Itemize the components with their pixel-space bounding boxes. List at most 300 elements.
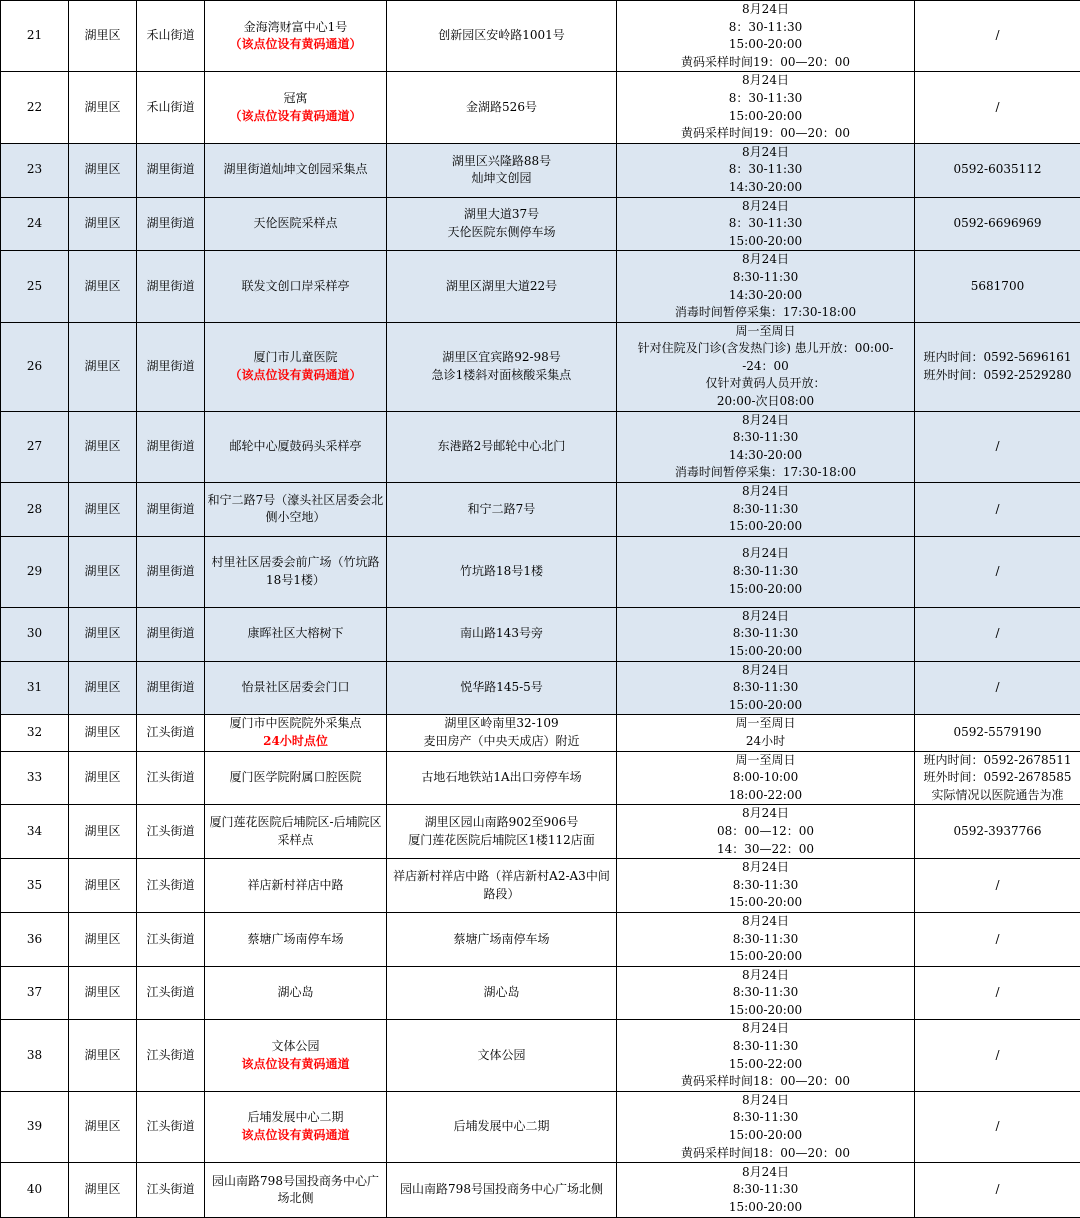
address-cell — [387, 1, 617, 72]
hours-cell — [617, 411, 915, 482]
hours-line: 8月24日 — [619, 805, 912, 823]
site-name-cell — [205, 1, 387, 72]
address-line: 急诊1楼斜对面核酸采集点 — [389, 367, 614, 385]
hours-line: 15:00-20:00 — [619, 1199, 912, 1217]
table-body — [1, 1, 1080, 1218]
site-name: 村里社区居委会前广场（竹坑路18号1楼） — [207, 554, 384, 589]
hours-line: 8月24日 — [619, 251, 912, 269]
site-name-cell — [205, 661, 387, 715]
hours-cell — [617, 661, 915, 715]
phone-cell — [915, 251, 1080, 322]
hours-line: 8:30-11:30 — [619, 269, 912, 287]
phone-line: / — [917, 877, 1078, 895]
hours-line: -24：00 — [619, 358, 912, 376]
yellow-code-note: 该点位设有黄码通道 — [207, 1056, 384, 1074]
phone-cell — [915, 912, 1080, 966]
hours-line: 14:30-20:00 — [619, 447, 912, 465]
address-cell — [387, 411, 617, 482]
address-cell — [387, 1091, 617, 1162]
hours-cell — [617, 322, 915, 411]
site-name-cell — [205, 411, 387, 482]
row-number-cell: 33 — [1, 751, 69, 805]
phone-cell — [915, 483, 1080, 537]
hours-line: 15:00-20:00 — [619, 581, 912, 599]
site-name-cell — [205, 251, 387, 322]
address-line: 湖里区兴隆路88号 — [389, 153, 614, 171]
phone-line: 班内时间：0592-5696161 — [917, 349, 1078, 367]
row-number-cell: 37 — [1, 966, 69, 1020]
hours-cell — [617, 715, 915, 751]
address-line: 湖里大道37号 — [389, 206, 614, 224]
phone-line: 实际情况以医院通告为准 — [917, 787, 1078, 805]
site-name: 联发文创口岸采样亭 — [207, 278, 384, 296]
hours-line: 08：00—12：00 — [619, 823, 912, 841]
phone-line: / — [917, 931, 1078, 949]
address-line: 竹坑路18号1楼 — [389, 563, 614, 581]
address-cell — [387, 483, 617, 537]
address-line: 灿坤文创园 — [389, 170, 614, 188]
site-name-cell — [205, 1163, 387, 1218]
district-cell: 湖里区 — [69, 72, 137, 143]
row-number-cell: 29 — [1, 536, 69, 607]
hours-line: 8月24日 — [619, 412, 912, 430]
address-line: 古地石地铁站1A出口旁停车场 — [389, 769, 614, 787]
street-cell: 湖里街道 — [137, 483, 205, 537]
hours-cell — [617, 143, 915, 197]
hours-line: 15:00-20:00 — [619, 36, 912, 54]
row-number-cell: 22 — [1, 72, 69, 143]
address-line: 厦门莲花医院后埔院区1楼112店面 — [389, 832, 614, 850]
hours-line: 18:00-22:00 — [619, 787, 912, 805]
hours-line: 8：30-11:30 — [619, 90, 912, 108]
hours-cell — [617, 72, 915, 143]
hours-line: 8月24日 — [619, 144, 912, 162]
hours-line: 8月24日 — [619, 72, 912, 90]
street-cell: 湖里街道 — [137, 536, 205, 607]
phone-line: 0592-5579190 — [917, 724, 1078, 742]
table-row — [1, 1020, 1080, 1091]
street-cell: 禾山街道 — [137, 1, 205, 72]
hours-line: 24小时 — [619, 733, 912, 751]
phone-line: / — [917, 1181, 1078, 1199]
address-line: 文体公园 — [389, 1047, 614, 1065]
phone-cell — [915, 1091, 1080, 1162]
address-cell — [387, 1163, 617, 1218]
site-name: 厦门市中医院院外采集点 — [207, 715, 384, 733]
site-name-cell — [205, 751, 387, 805]
address-cell — [387, 251, 617, 322]
site-name-cell — [205, 322, 387, 411]
hours-line: 8:30-11:30 — [619, 877, 912, 895]
phone-line: 班外时间：0592-2529280 — [917, 367, 1078, 385]
hours-line: 8月24日 — [619, 1092, 912, 1110]
phone-cell — [915, 661, 1080, 715]
table-row — [1, 966, 1080, 1020]
hours-line: 8月24日 — [619, 483, 912, 501]
address-cell — [387, 536, 617, 607]
street-cell: 江头街道 — [137, 1163, 205, 1218]
street-cell: 江头街道 — [137, 1020, 205, 1091]
site-name-cell — [205, 72, 387, 143]
phone-line: / — [917, 1118, 1078, 1136]
street-cell: 湖里街道 — [137, 411, 205, 482]
table-row — [1, 72, 1080, 143]
phone-line: / — [917, 984, 1078, 1002]
address-cell — [387, 912, 617, 966]
row-number-cell: 34 — [1, 805, 69, 859]
site-name: 文体公园 — [207, 1038, 384, 1056]
site-name-cell — [205, 715, 387, 751]
phone-cell — [915, 322, 1080, 411]
site-name: 冠寓 — [207, 90, 384, 108]
hours-line: 8:30-11:30 — [619, 679, 912, 697]
site-name-cell — [205, 483, 387, 537]
hours-line: 消毒时间暂停采集：17:30-18:00 — [619, 304, 912, 322]
hours-line: 8月24日 — [619, 1, 912, 19]
address-cell — [387, 322, 617, 411]
phone-cell — [915, 1020, 1080, 1091]
street-cell: 禾山街道 — [137, 72, 205, 143]
row-number-cell: 25 — [1, 251, 69, 322]
district-cell: 湖里区 — [69, 805, 137, 859]
hours-line: 15:00-20:00 — [619, 518, 912, 536]
table-row — [1, 1091, 1080, 1162]
row-number-cell: 36 — [1, 912, 69, 966]
district-cell: 湖里区 — [69, 661, 137, 715]
hours-cell — [617, 966, 915, 1020]
table-row — [1, 322, 1080, 411]
hours-cell — [617, 1163, 915, 1218]
hours-line: 8:30-11:30 — [619, 1181, 912, 1199]
hours-line: 15:00-20:00 — [619, 894, 912, 912]
district-cell: 湖里区 — [69, 966, 137, 1020]
address-cell — [387, 661, 617, 715]
hours-line: 8:30-11:30 — [619, 625, 912, 643]
hours-line: 周一至周日 — [619, 715, 912, 733]
address-line: 湖心岛 — [389, 984, 614, 1002]
hours-line: 8:30-11:30 — [619, 1038, 912, 1056]
hours-line: 8:30-11:30 — [619, 931, 912, 949]
hours-line: 黄码采样时间19：00—20：00 — [619, 54, 912, 72]
phone-cell — [915, 805, 1080, 859]
table-row — [1, 251, 1080, 322]
hours-cell — [617, 912, 915, 966]
row-number-cell: 35 — [1, 859, 69, 913]
phone-line: / — [917, 679, 1078, 697]
table-row — [1, 607, 1080, 661]
address-cell — [387, 715, 617, 751]
address-cell — [387, 607, 617, 661]
site-name: 园山南路798号国投商务中心广场北侧 — [207, 1173, 384, 1208]
address-line: 蔡塘广场南停车场 — [389, 931, 614, 949]
site-name: 金海湾财富中心1号 — [207, 19, 384, 37]
site-name-cell — [205, 536, 387, 607]
address-line: 后埔发展中心二期 — [389, 1118, 614, 1136]
site-name: 蔡塘广场南停车场 — [207, 931, 384, 949]
yellow-code-note: 该点位设有黄码通道 — [207, 1127, 384, 1145]
phone-line: / — [917, 99, 1078, 117]
yellow-code-note: （该点位设有黄码通道） — [207, 108, 384, 126]
site-name-cell — [205, 1020, 387, 1091]
district-cell: 湖里区 — [69, 859, 137, 913]
hours-line: 14:30-20:00 — [619, 179, 912, 197]
hours-line: 8：30-11:30 — [619, 215, 912, 233]
address-line: 湖里区园山南路902至906号 — [389, 814, 614, 832]
phone-cell — [915, 966, 1080, 1020]
hours-line: 8:30-11:30 — [619, 563, 912, 581]
row-number-cell: 38 — [1, 1020, 69, 1091]
phone-line: 0592-3937766 — [917, 823, 1078, 841]
row-number-cell: 31 — [1, 661, 69, 715]
phone-cell — [915, 1163, 1080, 1218]
row-number-cell: 40 — [1, 1163, 69, 1218]
address-line: 湖里区湖里大道22号 — [389, 278, 614, 296]
hours-line: 15:00-20:00 — [619, 233, 912, 251]
hours-line: 8月24日 — [619, 1164, 912, 1182]
site-name-cell — [205, 607, 387, 661]
row-number-cell: 27 — [1, 411, 69, 482]
phone-line: / — [917, 438, 1078, 456]
address-cell — [387, 751, 617, 805]
address-line: 创新园区安岭路1001号 — [389, 27, 614, 45]
table-row — [1, 859, 1080, 913]
hours-cell — [617, 483, 915, 537]
hours-line: 8月24日 — [619, 859, 912, 877]
district-cell: 湖里区 — [69, 322, 137, 411]
phone-cell — [915, 859, 1080, 913]
district-cell: 湖里区 — [69, 483, 137, 537]
district-cell: 湖里区 — [69, 607, 137, 661]
site-name-cell — [205, 197, 387, 251]
yellow-code-note: 24小时点位 — [207, 733, 384, 751]
hours-line: 8月24日 — [619, 608, 912, 626]
site-name: 怡景社区居委会门口 — [207, 679, 384, 697]
hours-line: 8:30-11:30 — [619, 501, 912, 519]
hours-cell — [617, 859, 915, 913]
address-line: 园山南路798号国投商务中心广场北侧 — [389, 1181, 614, 1199]
table-row — [1, 805, 1080, 859]
hours-cell — [617, 251, 915, 322]
phone-line: / — [917, 625, 1078, 643]
site-name: 祥店新村祥店中路 — [207, 877, 384, 895]
table-row — [1, 197, 1080, 251]
street-cell: 江头街道 — [137, 966, 205, 1020]
hours-line: 8:00-10:00 — [619, 769, 912, 787]
hours-line: 黄码采样时间18：00—20：00 — [619, 1073, 912, 1091]
phone-cell — [915, 715, 1080, 751]
address-line: 悦华路145-5号 — [389, 679, 614, 697]
phone-cell — [915, 536, 1080, 607]
hours-line: 14：30—22：00 — [619, 841, 912, 859]
row-number-cell: 30 — [1, 607, 69, 661]
hours-cell — [617, 1020, 915, 1091]
hours-line: 15:00-20:00 — [619, 643, 912, 661]
table-row — [1, 751, 1080, 805]
row-number-cell: 21 — [1, 1, 69, 72]
district-cell: 湖里区 — [69, 751, 137, 805]
street-cell: 湖里街道 — [137, 661, 205, 715]
hours-line: 15:00-22:00 — [619, 1056, 912, 1074]
hours-line: 20:00-次日08:00 — [619, 393, 912, 411]
district-cell: 湖里区 — [69, 1020, 137, 1091]
district-cell: 湖里区 — [69, 912, 137, 966]
hours-line: 周一至周日 — [619, 323, 912, 341]
site-name: 厦门医学院附属口腔医院 — [207, 769, 384, 787]
hours-cell — [617, 607, 915, 661]
district-cell: 湖里区 — [69, 1091, 137, 1162]
site-name: 厦门市儿童医院 — [207, 349, 384, 367]
address-cell — [387, 1020, 617, 1091]
hours-line: 8月24日 — [619, 198, 912, 216]
hours-line: 15:00-20:00 — [619, 697, 912, 715]
address-line: 金湖路526号 — [389, 99, 614, 117]
phone-line: / — [917, 501, 1078, 519]
hours-line: 8:30-11:30 — [619, 984, 912, 1002]
row-number-cell: 26 — [1, 322, 69, 411]
street-cell: 江头街道 — [137, 912, 205, 966]
address-line: 南山路143号旁 — [389, 625, 614, 643]
hours-line: 黄码采样时间19：00—20：00 — [619, 125, 912, 143]
district-cell: 湖里区 — [69, 715, 137, 751]
phone-line: 班外时间：0592-2678585 — [917, 769, 1078, 787]
address-cell — [387, 143, 617, 197]
address-cell — [387, 966, 617, 1020]
hours-cell — [617, 1, 915, 72]
phone-cell — [915, 751, 1080, 805]
address-line: 湖里区岭南里32-109 — [389, 715, 614, 733]
table-row — [1, 143, 1080, 197]
hours-cell — [617, 751, 915, 805]
phone-cell — [915, 143, 1080, 197]
site-name: 湖里街道灿坤文创园采集点 — [207, 161, 384, 179]
district-cell: 湖里区 — [69, 197, 137, 251]
district-cell: 湖里区 — [69, 251, 137, 322]
row-number-cell: 24 — [1, 197, 69, 251]
address-line: 东港路2号邮轮中心北门 — [389, 438, 614, 456]
phone-line: / — [917, 563, 1078, 581]
hours-cell — [617, 805, 915, 859]
table-row — [1, 1163, 1080, 1218]
row-number-cell: 39 — [1, 1091, 69, 1162]
site-name: 和宁二路7号（濠头社区居委会北侧小空地） — [207, 492, 384, 527]
address-cell — [387, 859, 617, 913]
phone-cell — [915, 411, 1080, 482]
hours-line: 仅针对黄码人员开放： — [619, 375, 912, 393]
hours-line: 针对住院及门诊(含发热门诊) 患儿开放：00:00- — [619, 340, 912, 358]
district-cell: 湖里区 — [69, 536, 137, 607]
district-cell: 湖里区 — [69, 411, 137, 482]
phone-line: / — [917, 1047, 1078, 1065]
table-row — [1, 411, 1080, 482]
phone-line: 班内时间：0592-2678511 — [917, 752, 1078, 770]
hours-line: 8月24日 — [619, 1020, 912, 1038]
row-number-cell: 23 — [1, 143, 69, 197]
hours-line: 15:00-20:00 — [619, 948, 912, 966]
address-line: 湖里区宜宾路92-98号 — [389, 349, 614, 367]
street-cell: 湖里街道 — [137, 607, 205, 661]
yellow-code-note: （该点位设有黄码通道） — [207, 367, 384, 385]
row-number-cell: 28 — [1, 483, 69, 537]
street-cell: 江头街道 — [137, 1091, 205, 1162]
hours-line: 15:00-20:00 — [619, 1002, 912, 1020]
hours-line: 15:00-20:00 — [619, 1127, 912, 1145]
hours-line: 8:30-11:30 — [619, 429, 912, 447]
street-cell: 江头街道 — [137, 805, 205, 859]
address-cell — [387, 805, 617, 859]
site-name: 天伦医院采样点 — [207, 215, 384, 233]
yellow-code-note: （该点位设有黄码通道） — [207, 36, 384, 54]
street-cell: 湖里街道 — [137, 251, 205, 322]
table-row — [1, 912, 1080, 966]
table-row — [1, 1, 1080, 72]
hours-line: 8月24日 — [619, 662, 912, 680]
street-cell: 湖里街道 — [137, 197, 205, 251]
address-cell — [387, 72, 617, 143]
street-cell: 江头街道 — [137, 751, 205, 805]
site-name-cell — [205, 805, 387, 859]
address-line: 天伦医院东侧停车场 — [389, 224, 614, 242]
site-name: 康晖社区大榕树下 — [207, 625, 384, 643]
table-row — [1, 536, 1080, 607]
site-name-cell — [205, 966, 387, 1020]
hours-cell — [617, 1091, 915, 1162]
hours-line: 黄码采样时间18：00—20：00 — [619, 1145, 912, 1163]
site-name-cell — [205, 143, 387, 197]
table-row — [1, 661, 1080, 715]
hours-line: 周一至周日 — [619, 752, 912, 770]
address-line: 麦田房产（中央天成店）附近 — [389, 733, 614, 751]
phone-cell — [915, 1, 1080, 72]
table-row — [1, 715, 1080, 751]
hours-line: 8月24日 — [619, 545, 912, 563]
phone-cell — [915, 197, 1080, 251]
site-name: 厦门莲花医院后埔院区-后埔院区采样点 — [207, 814, 384, 849]
district-cell: 湖里区 — [69, 143, 137, 197]
hours-line: 8月24日 — [619, 913, 912, 931]
address-line: 和宁二路7号 — [389, 501, 614, 519]
phone-cell — [915, 72, 1080, 143]
address-cell — [387, 197, 617, 251]
street-cell: 湖里街道 — [137, 322, 205, 411]
street-cell: 湖里街道 — [137, 143, 205, 197]
street-cell: 江头街道 — [137, 715, 205, 751]
phone-cell — [915, 607, 1080, 661]
address-line: 祥店新村祥店中路（祥店新村A2-A3中间路段） — [389, 868, 614, 903]
site-name: 后埔发展中心二期 — [207, 1109, 384, 1127]
phone-line: 5681700 — [917, 278, 1078, 296]
hours-cell — [617, 536, 915, 607]
hours-cell — [617, 197, 915, 251]
district-cell: 湖里区 — [69, 1, 137, 72]
site-name-cell — [205, 912, 387, 966]
site-name-cell — [205, 1091, 387, 1162]
phone-line: / — [917, 27, 1078, 45]
hours-line: 8月24日 — [619, 967, 912, 985]
phone-line: 0592-6696969 — [917, 215, 1078, 233]
district-cell: 湖里区 — [69, 1163, 137, 1218]
street-cell: 江头街道 — [137, 859, 205, 913]
site-name: 湖心岛 — [207, 984, 384, 1002]
phone-line: 0592-6035112 — [917, 161, 1078, 179]
hours-line: 8：30-11:30 — [619, 19, 912, 37]
site-name: 邮轮中心厦鼓码头采样亭 — [207, 438, 384, 456]
hours-line: 15:00-20:00 — [619, 108, 912, 126]
hours-line: 8：30-11:30 — [619, 161, 912, 179]
table-row — [1, 483, 1080, 537]
hours-line: 消毒时间暂停采集：17:30-18:00 — [619, 464, 912, 482]
site-name-cell — [205, 859, 387, 913]
row-number-cell: 32 — [1, 715, 69, 751]
